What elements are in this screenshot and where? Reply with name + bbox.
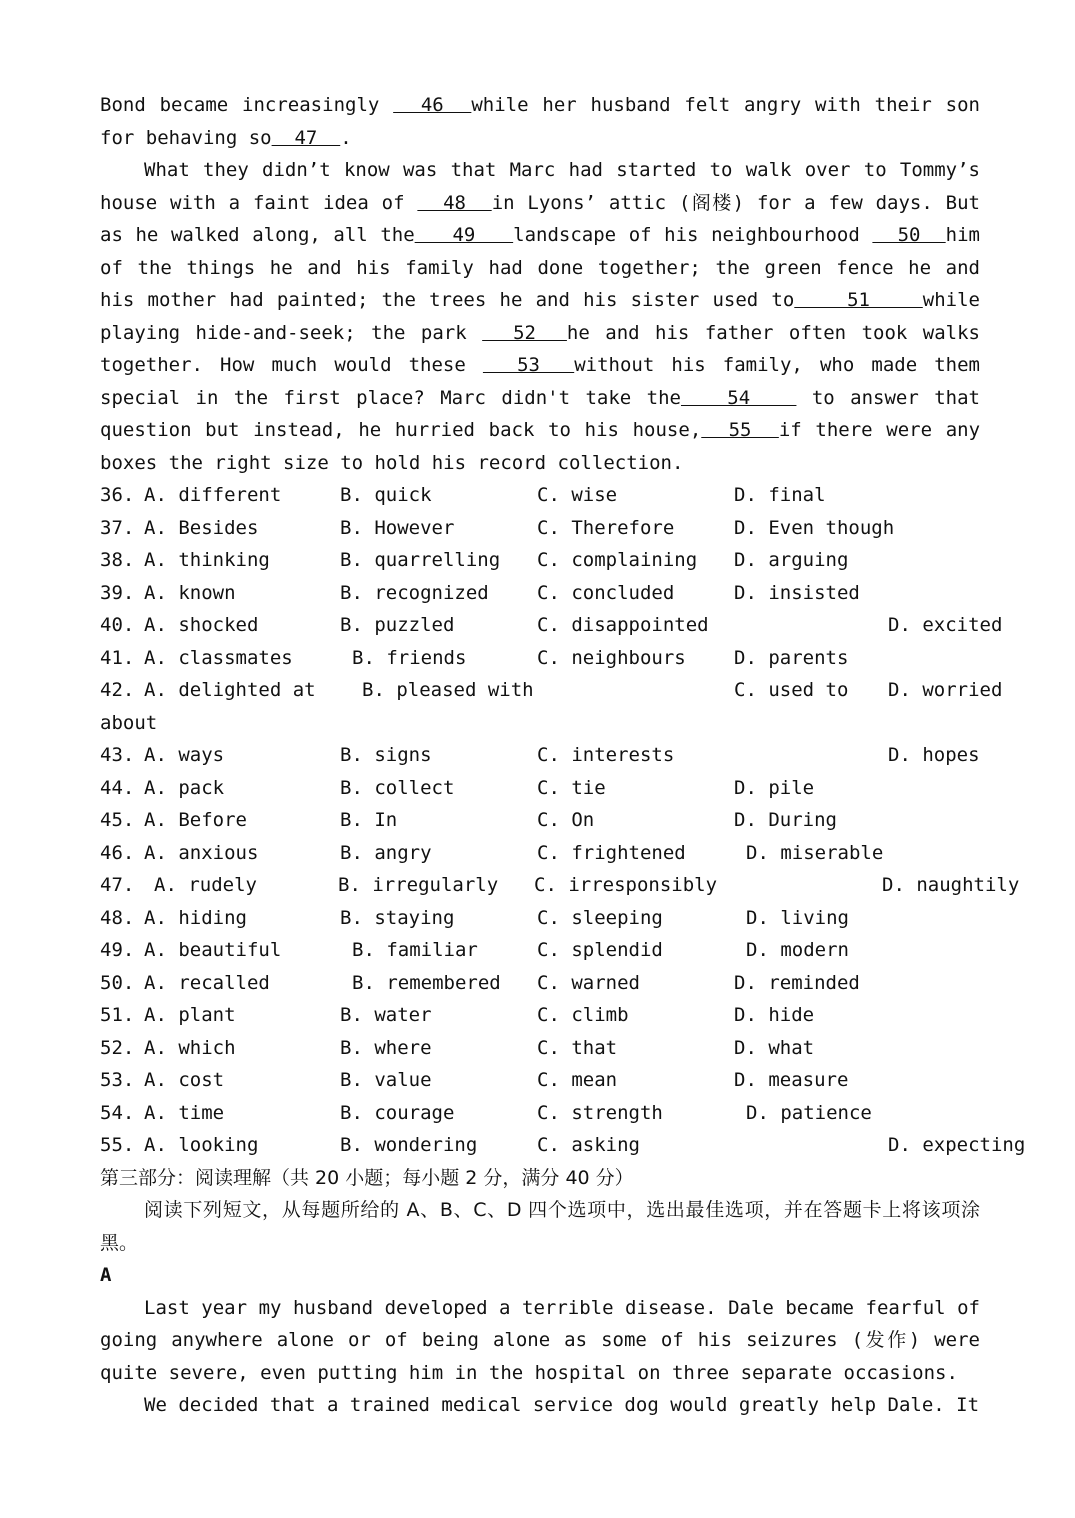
option-b: B. wondering [340,1134,478,1156]
question-row [100,1064,980,1097]
blank-54: 54 [680,386,797,409]
question-row [100,1129,1026,1162]
question-number: 46. [100,841,135,864]
option-b: B. staying [340,906,455,929]
passage-paragraph-1 [100,89,980,154]
option-b: B. where [340,1036,432,1059]
option-c: C. On [537,809,595,831]
option-d: D. expecting [888,1134,1026,1156]
passage-paragraph-2 [100,154,980,479]
option-a: A. Besides [144,516,259,539]
option-d: D. what [734,1036,815,1059]
option-c: C. sleeping [537,906,663,929]
blank-53: 53 [482,354,575,376]
option-c: C. mean [537,1069,618,1091]
option-b: B. remembered [352,971,501,994]
option-c: C. asking [537,1134,640,1156]
question-row [100,772,980,805]
option-d: D. excited [888,614,1003,636]
option-a: A. delighted at [144,679,316,701]
option-a: A. plant [144,1004,236,1026]
passage-text: he and his father often took walks together. How much would these [100,321,980,376]
question-number: 38. [100,549,135,571]
option-a: A. pack [144,776,225,799]
option-d: D. pile [734,776,815,799]
question-number: 50. [100,971,135,994]
passage-text: landscape of his neighbourhood [513,224,873,246]
passage-text: . [340,126,352,149]
question-row [100,869,1020,902]
question-number: 48. [100,906,135,929]
question-number: 53. [100,1069,135,1091]
blank-47: 47 [271,126,341,149]
option-d: D. insisted [734,581,860,604]
question-row [100,577,980,610]
question-number: 37. [100,516,135,539]
reading-paragraph-2: We decided that a trained medical service dog would greatly help Dale. It [144,1394,980,1416]
option-b: B. friends [352,646,467,669]
option-a: A. hiding [144,906,247,929]
option-d: D. final [734,484,826,506]
option-b: B. puzzled [340,614,455,636]
question-row [100,609,1003,642]
option-d: D. measure [734,1069,849,1091]
blank-52: 52 [482,321,567,344]
option-b: B. In [340,809,398,831]
question-row [100,544,980,577]
option-b: B. irregularly [338,874,499,896]
option-a: A. rudely [154,874,257,896]
option-a: A. Before [144,809,247,831]
option-d: D. Even though [734,516,895,539]
option-d: D. hopes [888,744,980,766]
question-number: 39. [100,581,135,604]
question-row [100,967,980,1000]
option-c: C. warned [537,971,640,994]
option-c: C. concluded [537,581,675,604]
question-continuation: about [100,711,158,734]
question-number: 54. [100,1101,135,1124]
option-c: C. wise [537,484,618,506]
option-c: C. Therefore [537,516,675,539]
option-a: A. shocked [144,614,259,636]
passage-text: him of the things he and his family had done together; the green fence he and his mother had painted; the trees he and his sister used to [100,224,980,311]
blank-46: 46 [393,94,472,116]
passage-text: if there were any boxes the right size to hold his record collection. [100,419,981,474]
option-c: C. interests [537,744,675,766]
option-c: C. irresponsibly [534,874,718,896]
question-row [100,837,980,870]
option-d: D. hide [734,1004,815,1026]
question-row [100,642,980,675]
option-d: D. patience [746,1101,872,1124]
option-d: D. living [746,906,849,929]
option-d: D. parents [734,646,849,669]
question-number: 51. [100,1004,135,1026]
option-b: B. recognized [340,581,489,604]
option-b: B. familiar [352,939,478,961]
blank-50: 50 [872,224,946,246]
option-a: A. classmates [144,646,293,669]
option-c: C. disappointed [537,614,709,636]
option-b: B. quick [340,484,432,506]
option-d: D. arguing [734,549,849,571]
blank-51: 51 [794,289,923,311]
option-d: D. reminded [734,971,860,994]
option-c: C. tie [537,776,606,799]
question-row [100,479,980,512]
option-a: A. which [144,1036,236,1059]
option-b: B. water [340,1004,432,1026]
passage-title: A [100,1264,112,1286]
option-a: A. looking [144,1134,259,1156]
question-number: 44. [100,776,135,799]
question-row [100,902,980,935]
option-d: D. naughtily [882,874,1020,896]
option-b: B. courage [340,1101,455,1124]
option-b: B. collect [340,776,455,799]
question-list [100,479,1026,1162]
question-number: 43. [100,744,135,766]
document-page [100,89,1026,1422]
question-number: 36. [100,484,135,506]
option-c: C. used to [734,679,849,701]
option-c: C. climb [537,1004,629,1026]
passage-text: while her husband felt angry with their son for behaving so [100,94,980,149]
option-a: A. known [144,581,236,604]
option-d: D. miserable [746,841,884,864]
blank-49: 49 [414,224,514,246]
option-c: C. splendid [537,939,663,961]
option-c: C. frightened [537,841,686,864]
question-row [100,999,980,1032]
question-row [100,512,980,545]
option-a: A. different [144,484,282,506]
option-d: D. worried [888,679,1003,701]
question-row [100,1032,980,1065]
option-b: B. pleased with [362,679,534,701]
section-instruction: 阅读下列短文，从每题所给的 A、B、C、D 四个选项中，选出最佳选项，并在答题卡上将该项涂黑。 [100,1199,980,1254]
passage-text: without his family, who made them special in the first place? Marc didn't take the [100,354,980,409]
question-number: 41. [100,646,135,669]
question-row [100,739,980,772]
option-a: A. thinking [144,549,270,571]
question-number: 55. [100,1134,135,1156]
passage-text: while playing hide-and-seek; the park [100,289,980,344]
option-a: A. ways [144,744,225,766]
question-row [100,1097,980,1130]
question-number: 40. [100,614,135,636]
question-row [100,804,980,837]
question-number: 47. [100,874,135,896]
passage-text: What they didn’t know was that Marc had started to walk over to Tommy’s house with a faint idea of [100,159,980,214]
option-b: B. angry [340,841,432,864]
option-c: C. neighbours [537,646,686,669]
section-heading: 第三部分：阅读理解（共 20 小题；每小题 2 分，满分 40 分） [100,1166,634,1189]
option-d: D. During [734,809,837,831]
option-d: D. modern [746,939,849,961]
question-number: 52. [100,1036,135,1059]
passage-text: in Lyons’ attic (阁楼) for a few days. But as he walked along, all the [100,191,980,246]
question-number: 45. [100,809,135,831]
option-c: C. that [537,1036,618,1059]
question-number: 42. [100,679,135,701]
option-a: A. beautiful [144,939,282,961]
option-c: C. complaining [537,549,698,571]
option-b: B. signs [340,744,432,766]
blank-55: 55 [701,419,779,441]
question-row [100,934,980,967]
passage-text: to answer that question but instead, he hurried back to his house, [100,386,980,441]
option-a: A. anxious [144,841,259,864]
option-a: A. cost [144,1069,225,1091]
option-b: B. value [340,1069,432,1091]
option-a: A. recalled [144,971,270,994]
passage-text: Bond became increasingly [100,94,394,116]
option-b: B. quarrelling [340,549,501,571]
blank-48: 48 [417,191,492,214]
option-a: A. time [144,1101,225,1124]
option-c: C. strength [537,1101,663,1124]
reading-paragraph-1: Last year my husband developed a terrible disease. Dale became fearful of going anywhere alone or of being alone as some of his seizures (发作) were quite severe, even putting him in the hospital on three separate occasions. [100,1296,980,1384]
option-b: B. However [340,516,455,539]
question-number: 49. [100,939,135,961]
question-row [100,674,1003,707]
